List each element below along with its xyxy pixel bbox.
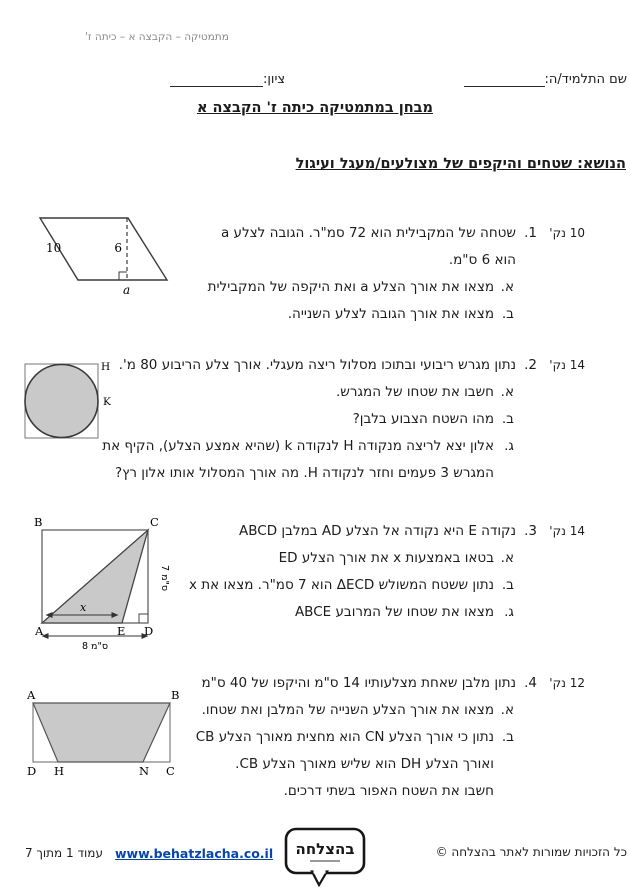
question-4-intro: נתון מלבן שאחת מצלעותיו 14 ס"מ והיקפו של 40 ס"מ	[201, 675, 516, 691]
base-8cm-label: 8 ס"מ	[81, 641, 109, 652]
point-D-label: D	[144, 624, 154, 638]
point-E-label: E	[117, 624, 126, 638]
question-2	[102, 352, 585, 487]
course-tag: מתמטיקה – הקבצה א – כיתה ז'	[85, 31, 229, 43]
question-1-item-b: ב. מצאו את אורך הגובה לצלע השנייה.	[287, 306, 514, 322]
question-4	[196, 670, 585, 805]
logo-text: בהצלחה	[295, 840, 355, 858]
student-name-label: שם התלמיד/ה:	[544, 72, 627, 87]
page-indicator: עמוד 1 מתוך 7	[25, 846, 103, 860]
running-track-circle	[25, 365, 98, 438]
website-link[interactable]: www.behatzlacha.co.il	[115, 846, 274, 861]
point-N-label: N	[139, 764, 150, 778]
trapezoid-figure	[10, 672, 205, 784]
behatzlacha-logo	[283, 826, 367, 888]
right-angle-mark	[119, 272, 127, 280]
side-length-label: 10	[46, 241, 62, 255]
student-name-blank	[464, 73, 545, 87]
question-4-points: 12 נק'	[549, 676, 585, 690]
question-2-item-b: ב. מהו השטח הצבוע בלבן?	[352, 411, 514, 427]
question-4-number: 4.	[524, 675, 537, 691]
base-label: a	[123, 283, 131, 297]
point-A-label: A	[27, 688, 36, 702]
question-3	[189, 518, 585, 626]
question-2-points: 14 נק'	[549, 358, 585, 372]
question-3-points: 14 נק'	[549, 524, 585, 538]
question-1-number: 1.	[524, 225, 537, 241]
shaded-trapezoid-ABNH	[33, 703, 170, 762]
question-2-item-c: ג. אלון יצא לריצה מנקודה H לנקודה k (שהיא אמצע הצלע), הקיף את המגרש 3 פעמים וחזר לנקודה H. מה אורך המסלול אותו אלון רץ?	[102, 438, 514, 481]
question-3-item-b: ב. נתון ששטח המשולש ΔECD הוא 7 סמ"ר. מצאו את x	[189, 577, 514, 593]
grade-label: ציון:	[263, 72, 286, 87]
question-1	[208, 220, 585, 328]
question-3-item-a: א. בטאו באמצעות x את אורך הצלע ED	[278, 550, 514, 566]
rectangle-triangle-figure	[10, 508, 178, 653]
point-H-label: H	[54, 764, 65, 778]
point-H-label: H	[101, 361, 111, 373]
copyright-text: כל הזכויות שמורות לאתר בהצלחה ©	[435, 845, 627, 859]
student-name-field	[464, 72, 627, 87]
question-1-intro: שטחה של המקבילית הוא 72 סמ"ר. הגובה לצלע a הוא 6 ס"מ.	[220, 225, 516, 268]
x-label: x	[80, 601, 87, 614]
page-title: מבחן במתמטיקה כיתה ז' הקבצה א	[196, 100, 434, 116]
question-2-number: 2.	[524, 357, 537, 373]
point-K-label: K	[103, 396, 111, 408]
logo-speech-tail	[312, 872, 327, 886]
question-4-item-b: ב. נתון כי אורך הצלע CN הוא מחצית מאורך הצלע CB ואורך הצלע DH הוא שליש מאורך הצלע CB. חשבו את השטח האפור בשתי דרכים.	[195, 729, 514, 799]
right-angle-mark-D	[139, 614, 148, 623]
grade-field	[170, 72, 285, 87]
point-B-label: B	[34, 515, 43, 529]
grade-blank	[170, 73, 263, 87]
question-2-item-a: א. חשבו את שטחו של המגרש.	[335, 384, 514, 400]
triangle-ACE-shape	[42, 530, 148, 623]
parallelogram-figure	[10, 205, 190, 300]
point-C-label: C	[150, 515, 159, 529]
question-4-item-a: א. מצאו את אורך הצלע השנייה של המלבן ואת שטחו.	[201, 702, 514, 718]
logo-tail-joint	[314, 870, 326, 874]
point-C-label: C	[166, 764, 175, 778]
question-1-item-a: א. מצאו את אורך הצלע a ואת היקפה של המקבילית	[207, 279, 514, 295]
question-3-intro: נקודה E היא נקודה אל הצלע AD במלבן ABCD	[239, 523, 516, 539]
height-7cm-label: 7 ס"מ	[159, 565, 170, 592]
square-circle-figure	[15, 350, 120, 450]
topic-heading: הנושא: שטחים והיקפים של מצולעים/מעגל ועיגול	[295, 156, 626, 172]
height-label: 6	[114, 241, 122, 255]
point-D-label: D	[27, 764, 37, 778]
question-2-intro: נתון מגרש ריבועי ובתוכו מסלול ריצה מעגלי. אורך צלע הריבוע 80 מ'.	[118, 357, 516, 373]
point-A-label: A	[35, 624, 44, 638]
question-1-points: 10 נק'	[549, 226, 585, 240]
point-B-label: B	[171, 688, 180, 702]
question-3-number: 3.	[524, 523, 537, 539]
question-3-item-c: ג. מצאו את שטחו של המרובע ABCE	[294, 604, 514, 620]
